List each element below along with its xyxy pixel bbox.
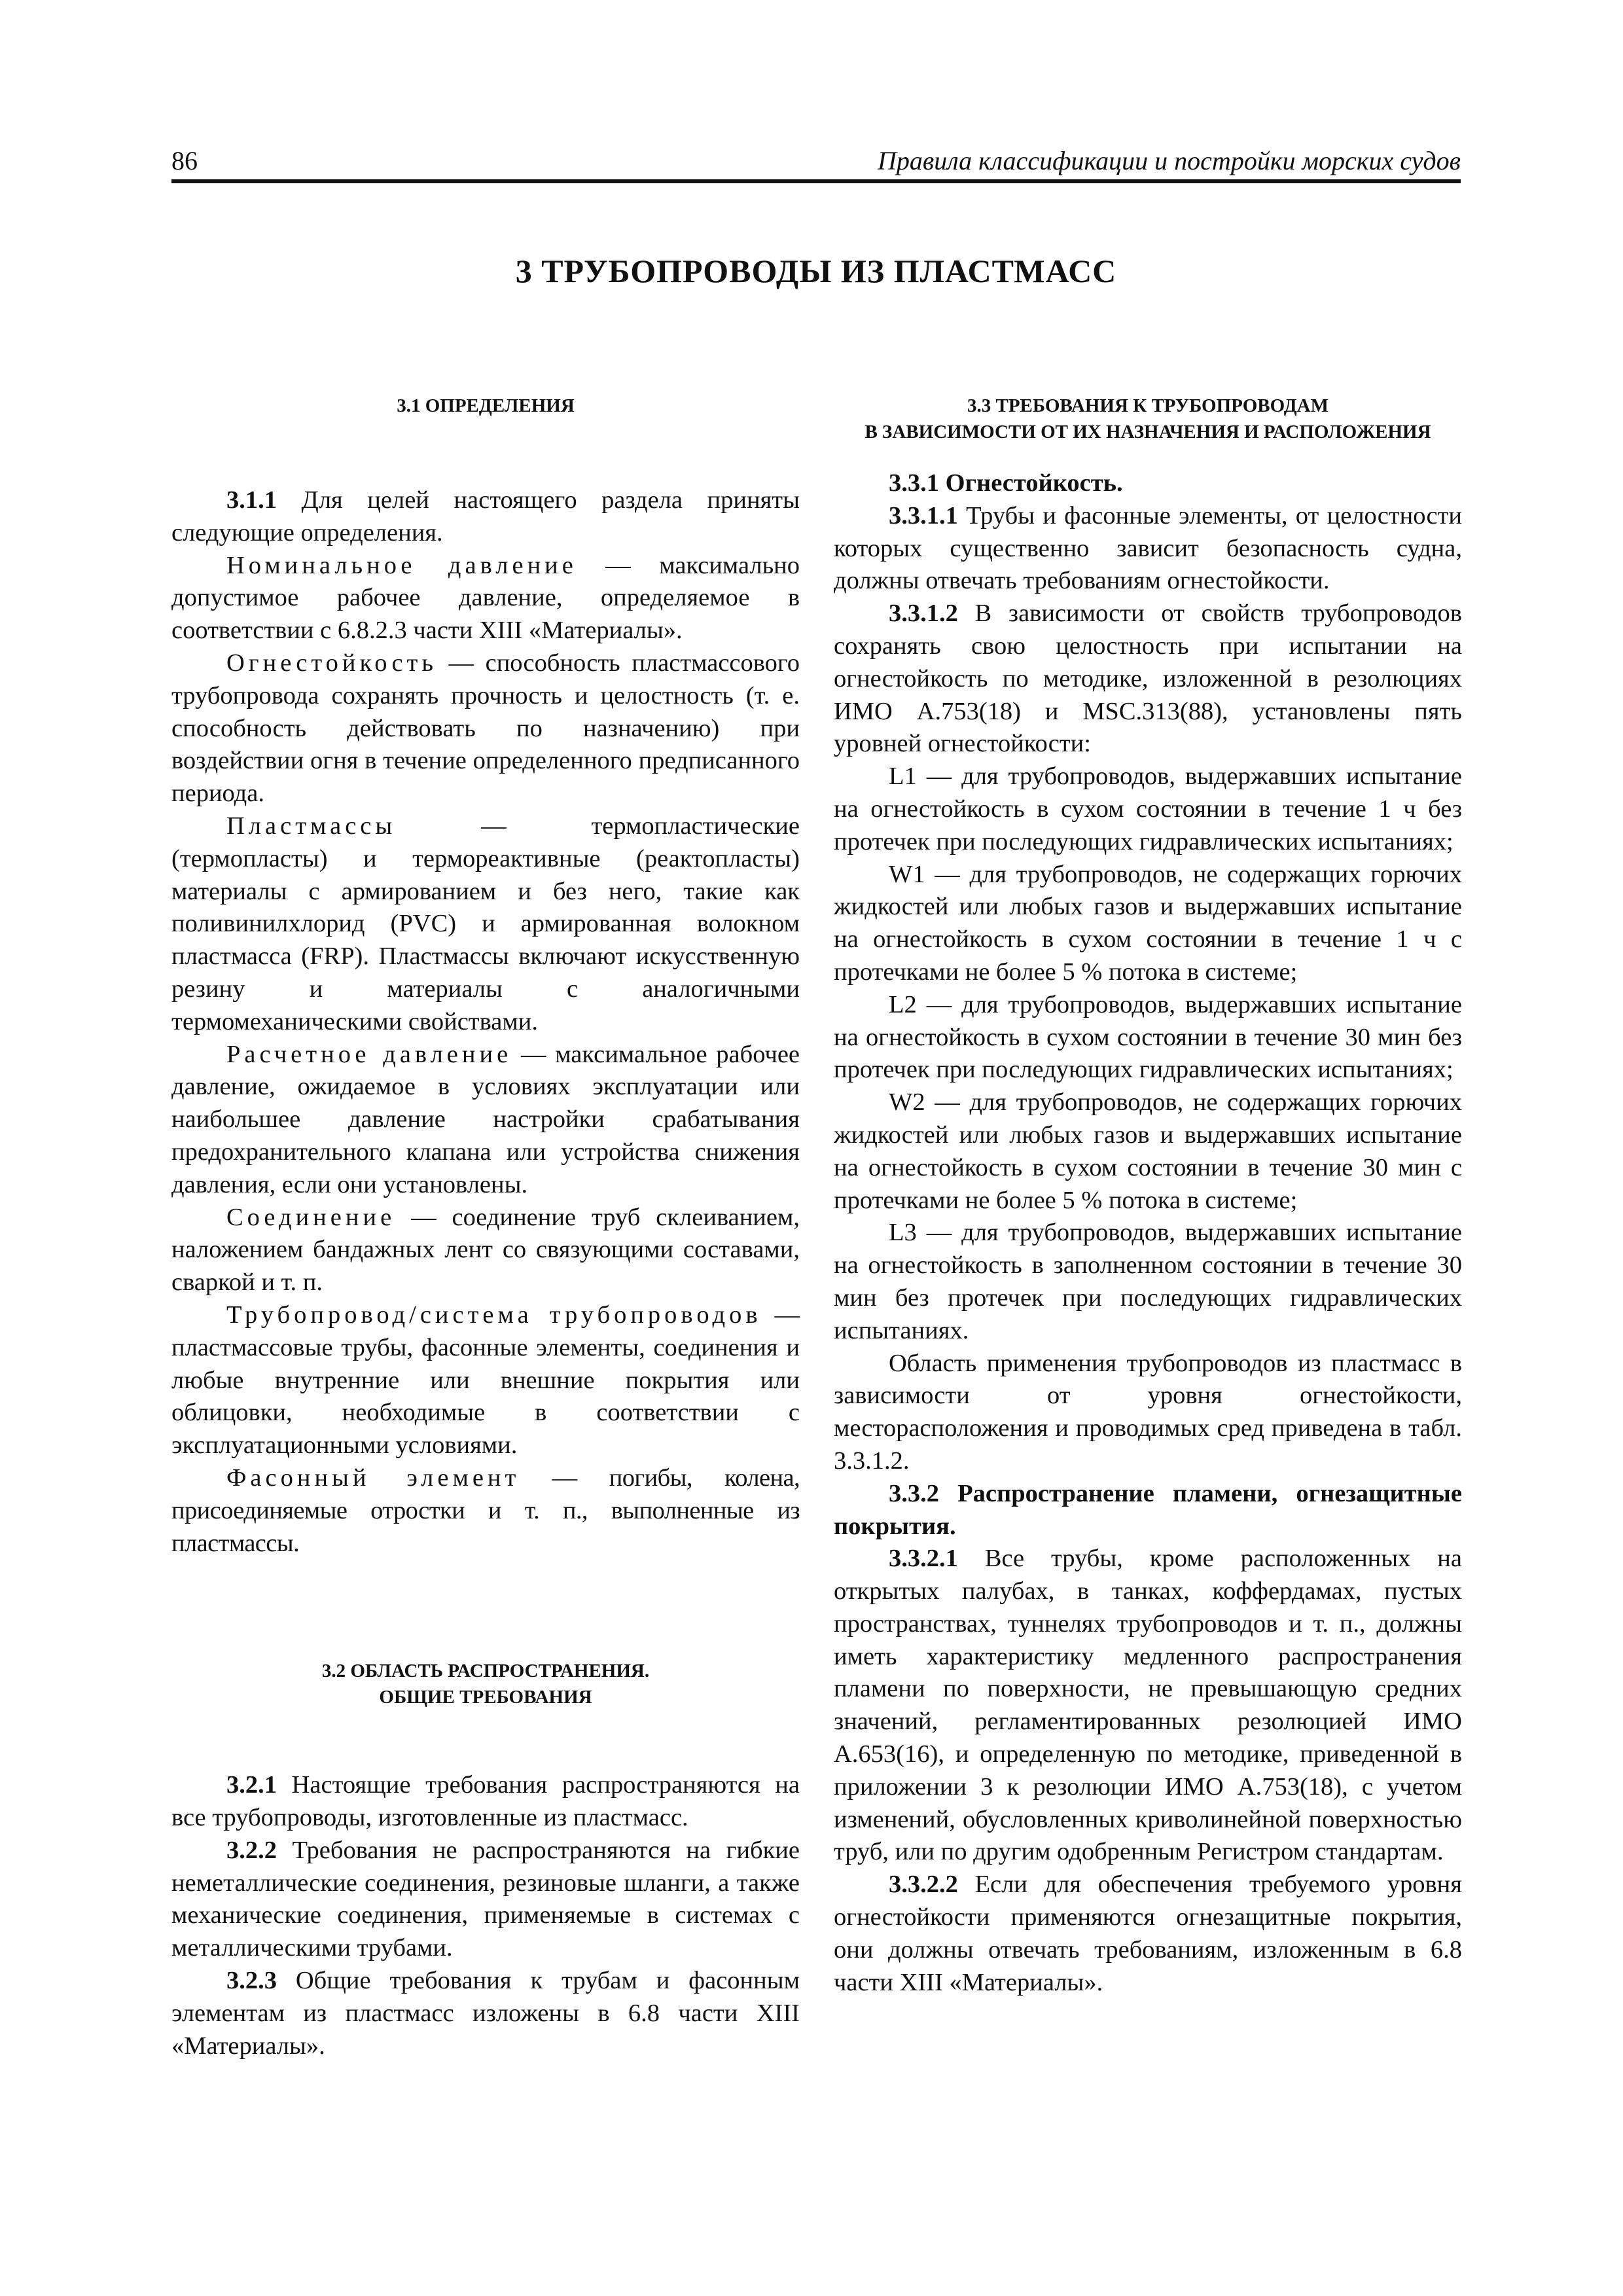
definition-term: Номинальное давление	[226, 551, 577, 579]
running-title: Правила классификации и постройки морских судов	[877, 146, 1461, 175]
chapter-title: 3 ТРУБОПРОВОДЫ ИЗ ПЛАСТМАСС	[515, 253, 1117, 289]
definition-joint	[171, 1202, 800, 1299]
paragraph-number: 3.1.1	[226, 486, 277, 514]
paragraph-number: 3.3.1.2	[889, 600, 958, 628]
section-3-2-heading: 3.2 ОБЛАСТЬ РАСПРОСТРАНЕНИЯ. ОБЩИЕ ТРЕБОВАНИЯ	[321, 1660, 650, 1708]
definition-piping-system	[171, 1299, 800, 1462]
paragraph-3-1-1	[171, 484, 800, 550]
definition-plastics	[171, 810, 800, 1039]
definition-nominal-pressure	[171, 550, 800, 647]
definition-fire-resistance	[171, 647, 800, 810]
paragraph-3-2-2	[171, 1835, 800, 1965]
definition-text: — пластмассовые трубы, фасонные элементы, соединения и любые внутренние или внешние покрытия или облицовки, необходимые в соответствии с эксплуатационными условиями.	[171, 1300, 800, 1460]
definition-text: — термопластические (термопласты) и термореактивные (реактопласты) материалы с армированием и без него, такие как поливинилхлорид (PVC) и армированная волокном пластмасса (FRP). Пластмассы включают искусственную резину и материалы с аналогичными термомеханическими свойствами.	[171, 812, 800, 1035]
definition-term: Фасонный элемент	[226, 1463, 520, 1492]
definition-term: Соединение	[226, 1203, 396, 1231]
definition-design-pressure	[171, 1039, 800, 1202]
definition-text: — максимально допустимое рабочее давление, определяемое в соответствии с 6.8.2.3 части XIII «Материалы».	[171, 551, 800, 645]
paragraph-number: 3.2.1	[226, 1771, 277, 1799]
paragraph-3-3-1-2	[834, 598, 1462, 761]
paragraph-text: Настоящие требования распространяются на все трубопроводы, изготовленные из пластмасс.	[171, 1771, 800, 1832]
paragraph-text: Трубы и фасонные элементы, от целостности которых существенно зависит безопасность судна, должны отвечать требованиям огнестойкости.	[834, 501, 1462, 595]
paragraph-number: 3.3.1.1	[889, 501, 958, 529]
level-w1: W1 — для трубопроводов, не содержащих горючих жидкостей или любых газов и выдержавших испытание на огнестойкость в сухом состоянии в течение 1 ч с протечками не более 5 % потока в системе;	[834, 860, 1462, 986]
paragraph-text: Все трубы, кроме расположенных на открытых палубах, в танках, коффердамах, пустых пространствах, туннелях трубопроводов и т. п., должны иметь характеристику медленного распространения пламени по поверхности, не превышающую средних значений, регламентированных резолюцией ИМО А.653(16), и определенную по методике, приведенной в приложении 3 к резолюции ИМО А.753(18), с учетом изменений, обусловленных криволинейной поверхностью труб, или по другим одобренным Регистром стандартам.	[834, 1545, 1462, 1866]
definition-text: — соединение труб склеиванием, наложением бандажных лент со связующими составами, сваркой и т. п.	[171, 1203, 800, 1297]
paragraph-3-3-2-1	[834, 1543, 1462, 1869]
paragraph-number: 3.3.2.2	[889, 1871, 958, 1899]
level-l1: L1 — для трубопроводов, выдержавших испытание на огнестойкость в сухом состоянии в течение 1 ч без протечек при последующих гидравлических испытаниях;	[834, 762, 1462, 855]
definition-text: — погибы, колена, присоединяемые отростки и т. п., выполненные из пластмассы.	[171, 1463, 800, 1557]
left-column	[171, 393, 800, 2062]
page-number: 86	[171, 146, 198, 175]
definition-term: Расчетное давление	[226, 1040, 512, 1068]
paragraph-3-2-3	[171, 1965, 800, 2062]
section-3-1-heading: 3.1 ОПРЕДЕЛЕНИЯ	[397, 395, 575, 416]
level-l3: L3 — для трубопроводов, выдержавших испытание на огнестойкость в заполненном состоянии в течение 30 мин без протечек при последующих гидравлических испытаниях.	[834, 1219, 1462, 1344]
definition-fitting	[171, 1462, 800, 1560]
paragraph-number: 3.3.2.1	[889, 1545, 958, 1573]
paragraph-text: Для целей настоящего раздела приняты следующие определения.	[171, 486, 800, 547]
definition-term: Огнестойкость	[226, 649, 437, 677]
definition-text: — максимальное рабочее давление, ожидаемое в условиях эксплуатации или наибольшее давление настройки срабатывания предохранительного клапана или устройства снижения давления, если они установлены.	[171, 1040, 800, 1198]
paragraph-text: В зависимости от свойств трубопроводов сохранять свою целостность при испытании на огнестойкость по методике, изложенной в резолюциях ИМО А.753(18) и MSC.313(88), установлены пять уровней огнестойкости:	[834, 600, 1462, 758]
running-header	[171, 145, 1461, 183]
section-3-3-heading: 3.3 ТРЕБОВАНИЯ К ТРУБОПРОВОДАМ В ЗАВИСИМОСТИ ОТ ИХ НАЗНАЧЕНИЯ И РАСПОЛОЖЕНИЯ	[865, 395, 1431, 442]
level-w2: W2 — для трубопроводов, не содержащих горючих жидкостей или любых газов и выдержавших испытание на огнестойкость в сухом состоянии в течение 30 мин с протечками не более 5 % потока в системе;	[834, 1088, 1462, 1214]
paragraph-3-2-1	[171, 1769, 800, 1835]
level-l2: L2 — для трубопроводов, выдержавших испытание на огнестойкость в сухом состоянии в течение 30 мин без протечек при последующих гидравлических испытаниях;	[834, 990, 1462, 1084]
paragraph-text: Общие требования к трубам и фасонным элементам из пластмасс изложены в 6.8 части XIII «Материалы».	[171, 1967, 800, 2060]
paragraph-number: 3.2.3	[226, 1967, 277, 1995]
paragraph-3-3-2-2	[834, 1869, 1462, 1999]
paragraph-text: Требования не распространяются на гибкие неметаллические соединения, резиновые шланги, а также механические соединения, применяемые в системах с металлическими трубами.	[171, 1836, 800, 1962]
definition-term: Трубопровод/система трубопроводов	[226, 1300, 762, 1329]
scope-paragraph: Область применения трубопроводов из пластмасс в зависимости от уровня огнестойкости, месторасположения и проводимых сред приведена в табл. 3.3.1.2.	[834, 1349, 1462, 1475]
subsection-3-3-2-heading: 3.3.2 Распространение пламени, огнезащитные покрытия.	[834, 1479, 1462, 1540]
paragraph-number: 3.2.2	[226, 1836, 277, 1864]
paragraph-text: Если для обеспечения требуемого уровня огнестойкости применяются огнезащитные покрытия, они должны отвечать требованиям, изложенным в 6.8 части XIII «Материалы».	[834, 1871, 1462, 1996]
definition-term: Пластмассы	[226, 812, 397, 840]
definition-text: — способность пластмассового трубопровода сохранять прочность и целостность (т. е. способность действовать по назначению) при воздействии огня в течение определенного предписанного периода.	[171, 649, 800, 808]
subsection-3-3-1-heading: 3.3.1 Огнестойкость.	[889, 469, 1123, 497]
paragraph-3-3-1-1	[834, 500, 1462, 598]
right-column	[834, 393, 1462, 1999]
